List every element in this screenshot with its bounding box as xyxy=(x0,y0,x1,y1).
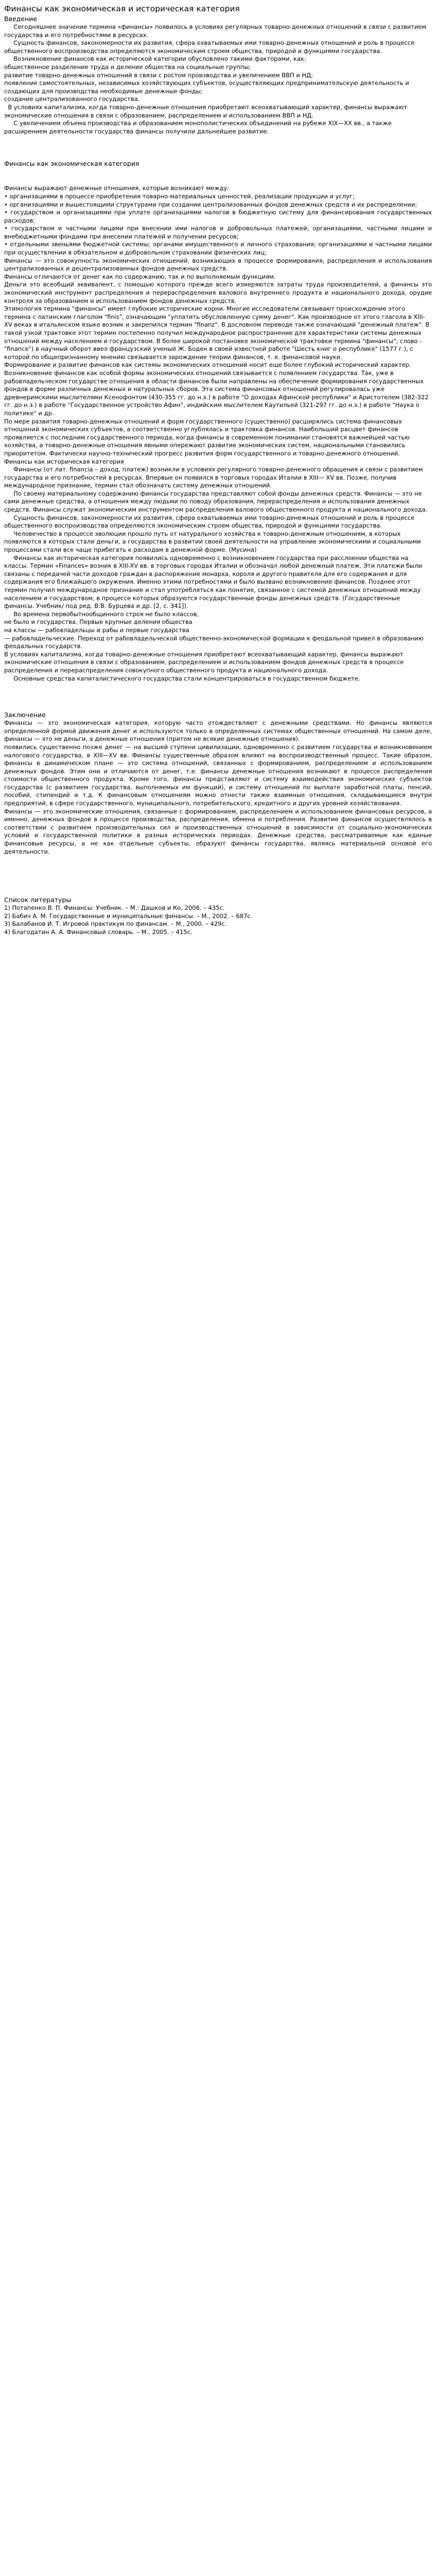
paragraph: Финансы — это совокупность экономических отношений, возникающих в процессе формирования, распределения и использования централизованных и децентрализованных фондов денежных средств. xyxy=(4,257,434,273)
reference-item: 4) Благодатин А. А. Финансовый словарь. – М., 2005. – 415с. xyxy=(4,928,193,936)
list-item: • отдельными звеньями бюджетной системы; органами имущественного и личного страхования; организациями и частными лицами при осуществлении в обязательном и добровольном страховании физических лиц; xyxy=(4,241,434,257)
paragraph: Финансы — это экономическая категория, которую часто отождествляют с денежными средствами. Но финансы являются определенной формой движения денег и используются только в определенных системах общественных отношений. На самом деле, финансы — это не деньги, а денежные отношения (притом не всякие денежные отношения). xyxy=(4,719,434,743)
paragraph: По мере развития товарно-денежных отношений и форм государственного (существенно) расширялись система финансовых отношений экономических субъектов, а соответственно углублялась и трактовка финансов. Наибольший расцвет финансов проявляется с последним государственного периода, когда финансы в современном понимании становятся важнейшей частью хозяйства, а товарно-денежные отношения явными опережают развитие экономических систем, национальными становились приоритетом. Фактически научно-технический прогресс развития форм государственного и товарно-денежного отношений. xyxy=(4,417,412,457)
document-title: Финансы как экономическая и историческая категория xyxy=(4,4,240,13)
paragraph: Сущность финансов, закономерности их развития, сфера охватываемых ими товарно-денежных отношений и роль в процессе общественного воспроизводства определяются экономическим строем общества, природой и функциями государства. xyxy=(4,514,416,530)
intro-heading: Введение xyxy=(4,15,37,23)
reference-item: 3) Балабанов И. Т. Игровой практикум по финансам. – М., 2000. – 429с. xyxy=(4,920,227,928)
paragraph: на классы — рабовладельцы и рабы и первые государства xyxy=(4,626,189,634)
paragraph: появились существенно позже денег — на высшей ступени цивилизации, одновременно с развитием государства и возникновением налогового государства, в XIII—XV вв. Финансы существенные образом влияют на воспроизводственный процесс. Такие образом, финансы в динамическом плане — это система отношений, связанных с формированием, распределением и использованием денежных фондов. Этим они и отличаются от денег, т.е. финансы денежные отношения возникают в процессе распределения стоимости общественного продукта. Кроме того, финансы представляют и систему взаимодействия экономических субъектов государства (с развитием государства, выполняемых им функций), и систему отношений по выплате заработной платы, пенсий, пособий, стипендий и т.д. К финансовым отношениям можно отнести также взаимные отношения, складывающиеся внутри предприятий, в сфере государственного, муниципального, потребительского, кредитного и других уровней хозяйствования. xyxy=(4,743,434,807)
references-heading: Список литературы xyxy=(4,896,72,904)
paragraph: Финансы как историческая категория появились одновременно с возникновением государства при расслоении общества на классы. Термин «Finanсes» возник в XIII-XV вв. в торговых городах Италии и обозначал любой денежный платеж. Эти платежи были связаны с передачей части доходов граждан в распоряжение монарха, короля и другого правителя для его содержания и для содержания его ближайшего окружения. Именно этими потребностями и было вызвано возникновение финансов. Позднее этот термин получил международное признание и стал употребляться как понятие, связанное с системой денежных отношений между населением и государством, в процессе которых образуются государственные фонды денежных средств. (Государственные финансы. Учебник/ под ред. В.В. Бурцева и др. [2, с. 341]). xyxy=(4,554,424,610)
paragraph: С увеличением объема производства и образованием монополистических объединений на рубеже XIX—XX вв., а также расширением деятельности государства финансы получили дальнейшее развитие. xyxy=(4,120,394,135)
paragraph: По своему материальному содержанию финансы государства представляют собой фонды денежных средств. Финансы — это не сами денежные средства, а отношения между людьми по поводу образования, перераспределения и использования денежных средств. Финансы служат экономическим инструментом распределения валового общественного продукта и национального дохода. xyxy=(4,489,428,514)
paragraph: Финансы (от лат. financia – доход, платеж) возникли в условиях регулярного товарно-денежного обращения и связи с развитием государства и его потребностей в ресурсах. Впервые он появился в торговых городах Италии в XIII— XV вв. Позже, получив международное признание, термин стал обозначать систему денежных отношений. xyxy=(4,466,425,489)
paragraph: — рабовладельческие. Переход от рабовладельческой общественно-экономической формации к феодальной привел в образованию феодальных государств. xyxy=(4,634,426,650)
paragraph: Этимология термина "финансы" имеет глубокие исторические корни. Многие исследователи связывают происхождение этого термина с латинским глаголом "finis", означающим "уплатить обусловленную сумму денег". Как производное от этого глагола в XIII-XV веках в итальянском языке возник и закрепился термин "finanz". В дословном переводе также означающий "денежный платеж". В такой узкой трактовке этот термин постепенно получил международное распространение для характеристики системы денежных отношений между населением и государством. В более широкой постановке экономической трактовки термина "финансы"; слово - "finance") в научный оборот ввел французский ученый Ж. Боден в своей известной работе "Шесть книг о республике" (1577 г.), с которой по общепризнанному мнению связывается зарождение теории финансов, т. е. финансовой науки. xyxy=(4,305,431,361)
paragraph: Финансы выражают денежные отношения, которые возникают между: xyxy=(4,184,230,192)
subheading: Финансы как историческая категория xyxy=(4,457,124,465)
paragraph: Финансы — это экономические отношения, связанные с формированием, распределением и использованием финансовых ресурсов, а именно, денежных фондов в процессе производства, распределения, обмена и потребления. Развитие финансов осуществлялось в соответствии с развитием производительных сил и производственных отношений в зависимости от социально-экономических условий и государственной политики в разных исторических периодах. Денежные средства, рассматриваемые как единые финансовые ресурсы, а не как отдельные субъекты, образуют финансы государства, являясь материальной основой его деятельности. xyxy=(4,807,434,855)
paragraph: Сущность финансов, закономерности их развития, сфера охватываемых ими товарно-денежных отношений и роль в процессе общественного воспроизводства определяются экономическим строем общества, природой и функциями государства. xyxy=(4,39,416,55)
paragraph: Финансы отличаются от денег как по содержанию, так и по выполняемым функциям. xyxy=(4,273,276,280)
paragraph: создание централизованного государства. xyxy=(4,95,140,103)
paragraph: Во времена первобытнообщинного строя не было классов, xyxy=(4,610,199,618)
paragraph: общественное разделение труда и деление общества на социальные группы; xyxy=(4,63,251,71)
list-item: • государством и организациями при уплате организациями налогов в бюджетную систему для финансирования государственных расходов; xyxy=(4,209,434,224)
list-item: • организациями и вышестоящими структурами при создании централизованных фондов денежных средств и их распределении; xyxy=(4,200,417,208)
reference-item: 1) Потапенко В. П. Финансы: Учебник. – М.: Дашков и Ко, 2006. – 435с. xyxy=(4,904,225,912)
document-page xyxy=(0,0,436,937)
paragraph: не было и государства. Первые крупные деления общества xyxy=(4,618,193,626)
intro-section xyxy=(4,15,432,135)
conclusion-section xyxy=(4,711,432,856)
section-heading: Финансы как экономическая категория xyxy=(4,160,139,168)
paragraph: Человечество в процессе эволюции прошло путь от натурального хозяйства к товарно-денежным отношениям, в которых появляются в которых стали деньги, а государства в развитии своей деятельности на управление экономическими и социальными процессами стали все чаще прибегать к расходам в денежной форме. (Мусина) xyxy=(4,530,423,554)
list-item: • государством и частными лицами при внесении ими налогов и добровольных платежей; организациями, частными лицами и внебюджетными фондами при внесении платежей и получении ресурсов; xyxy=(4,225,434,240)
paragraph: В условиях капитализма, когда товарно-денежные отношения приобретают всеохватывающий характер, финансы выражают экономические отношения в связи с образованием, распределением и использованием фондов денежных средств в процессе распределения и перераспределения совокупного общественного продукта и национального дохода. xyxy=(4,650,406,674)
paragraph: В условиях капитализма, когда товарно-денежные отношения приобретают всеохватывающий характер, финансы выражают экономические отношения в связи с образованием, распределением и использованием ВВП и НД. xyxy=(4,103,409,119)
paragraph: появление самостоятельных, независимых хозяйствующих субъектов, осуществляющих предпринимательскую деятельность и создающих для производства необходимые денежные фонды; xyxy=(4,79,411,95)
paragraph: Формирование и развитие финансов как системы экономических отношений носит еще более глубокий исторический характер. Возникновение финансов как особой формы экономических отношений связывается с появлением государства. Так, уже в рабовладельческом государстве отношения в области финансов были направлены на обеспечение формирования государственных фондов в форме различных денежных и натуральных сборов. Эта система финансовых отношений регулировалась уже древнеримскими мыслителями Ксенофонтом (430-355 гг. до н.э.) в работе "О доходах Афинской республики" и Аристотелем (382-322 гг. до н.э.) в работе "Государственное устройство Афин", индийским мыслителем Каутильей (321-297 гг. до н.э.) в работе "Наука о политике" и др. xyxy=(4,361,431,417)
paragraph: Основные средства капиталистического государства стали концентрироваться в государственном бюджете. xyxy=(4,674,360,682)
paragraph: Возникновение финансов как исторической категории обусловлено такими факторами, как: xyxy=(4,55,306,63)
paragraph: Деньги это всеобщий эквивалент, с помощью которого прежде всего измеряются затраты труда производителей, а финансы это экономический инструмент распределения и перераспределения валового внутреннего продукта и национального дохода, орудие контроля за образованием и использованием фондов денежных средств. xyxy=(4,281,434,304)
references-list xyxy=(4,904,432,936)
paragraph: Сегодняшнее значение термина «финансы» появилось в условиях регулярных товарно-денежных отношений в связи с развитием государства и его потребностями в ресурсах. xyxy=(4,23,428,39)
conclusion-heading: Заключение xyxy=(4,711,46,719)
references-section xyxy=(4,896,432,936)
paragraph: развитие товарно-денежных отношений в связи с ростом производства и увеличением ВВП и НД; xyxy=(4,71,313,79)
list-item: • организациями в процессе приобретения товарно-материальных ценностей, реализации продукции и услуг; xyxy=(4,192,355,200)
main-section xyxy=(4,160,432,683)
reference-item: 2) Бабич А. М. Государственные и муниципальные финансы. – М., 2002. – 687с. xyxy=(4,912,253,920)
